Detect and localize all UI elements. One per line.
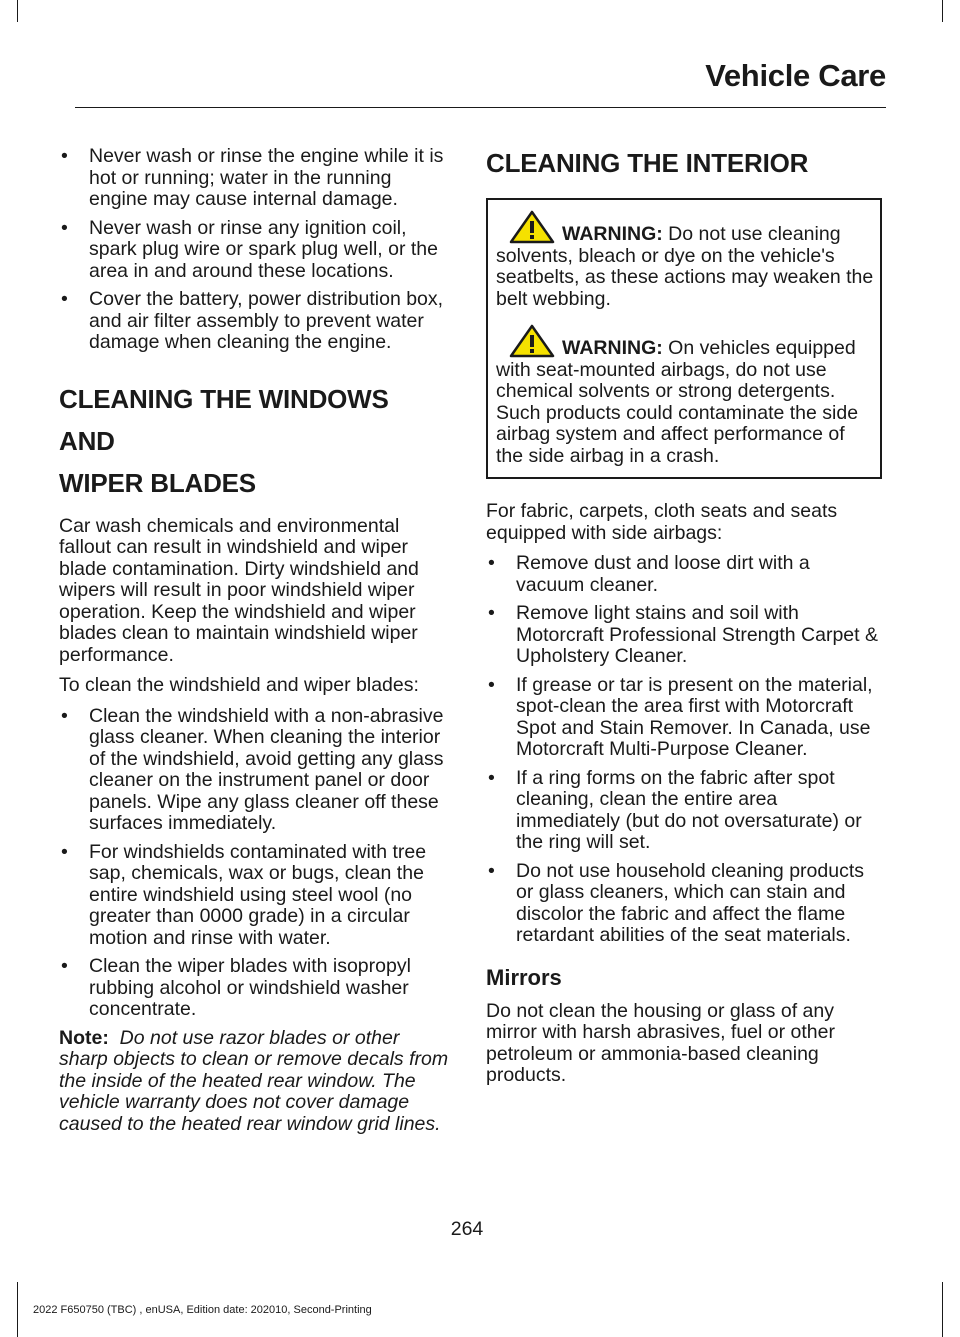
list-item: • Clean the wiper blades with isopropyl rubbing alcohol or windshield washer concentrate. [61, 955, 411, 1020]
list-item: • Clean the windshield with a non-abrasive glass cleaner. When cleaning the interior of the windshield, avoid getting any glass cleaner on the instrument panel or door panels. Wipe any glass cleaner off these surfaces immediately. [61, 704, 444, 834]
footer-edition-info: 2022 F650750 (TBC) , enUSA, Edition date: 202010, Second-Printing [33, 1304, 372, 1316]
windows-instructions-intro: To clean the windshield and wiper blades: [59, 674, 419, 696]
mirrors-paragraph: Do not clean the housing or glass of any mirror with harsh abrasives, fuel or other petroleum or ammonia-based cleaning products. [486, 999, 835, 1086]
crop-mark-bottom-left-v [17, 1282, 18, 1337]
bullet-glyph: • [488, 673, 495, 696]
bullet-glyph: • [61, 288, 68, 310]
windows-cleaning-bullets [59, 706, 449, 1021]
warning-triangle-icon [508, 324, 556, 358]
note-label: Note: [59, 1026, 109, 1049]
interior-cleaning-bullets [486, 553, 880, 947]
warning-seatbelts [496, 210, 874, 310]
note [59, 1028, 449, 1136]
page-number: 264 [450, 1218, 484, 1240]
list-item: • Remove light stains and soil with Motorcraft Professional Strength Carpet & Upholstery Cleaner. [488, 602, 878, 667]
warning-box [486, 198, 882, 479]
list-item: • Never wash or rinse any ignition coil, spark plug wire or spark plug well, or the area in and around these locations. [61, 216, 438, 282]
windows-paragraph: Car wash chemicals and environmental fallout can result in windshield and wiper blade contamination. Dirty windshield and wipers will result in poor windshield wiper operation. Keep the windshield and wiper blades clean to maintain windshield wiper performance. [59, 514, 419, 666]
left-column [59, 146, 449, 1135]
header-divider [75, 107, 886, 108]
warning-airbags [496, 324, 874, 467]
bullet-glyph: • [488, 766, 495, 789]
bullet-glyph: • [61, 145, 68, 167]
warning-text: Do not use cleaning solvents, bleach or dye on the vehicle's seatbelts, as these actions may weaken the belt webbing. [496, 223, 874, 310]
warning-text: On vehicles equipped with seat-mounted airbags, do not use chemical solvents or strong detergents. Such products could contaminate the side airbag system and affect performance of the side airbag in a crash. [496, 337, 859, 467]
bullet-glyph: • [488, 602, 495, 624]
bullet-glyph: • [61, 216, 68, 239]
mirrors-heading: Mirrors [486, 964, 562, 990]
right-column [486, 146, 880, 1096]
interior-intro: For fabric, carpets, cloth seats and seats equipped with side airbags: [486, 500, 838, 544]
list-item: • Never wash or rinse the engine while it is hot or running; water in the running engine may cause internal damage. [61, 145, 444, 210]
note-text: Do not use razor blades or other sharp objects to clean or remove decals from the inside of the heated rear window. The vehicle warranty does not cover damage caused to the heated rear window grid lines. [59, 1026, 449, 1135]
bullet-glyph: • [61, 840, 68, 863]
bullet-glyph: • [488, 552, 495, 574]
bullet-glyph: • [61, 704, 68, 727]
crop-mark-bottom-right-v [942, 1282, 943, 1337]
cleaning-interior-heading: CLEANING THE INTERIOR [486, 148, 809, 178]
warning-label: WARNING: [562, 223, 663, 245]
crop-mark-top-left-v [17, 0, 18, 22]
engine-wash-bullets [59, 146, 449, 354]
list-item: • Do not use household cleaning products or glass cleaners, which can stain and discolor the fabric and affect the flame retardant abilities of the seat materials. [488, 859, 864, 946]
page-section-title: Vehicle Care [705, 58, 886, 93]
list-item: • If a ring forms on the fabric after spot cleaning, clean the entire area immediately (but do not oversaturate) or the ring will set. [488, 766, 862, 853]
warning-label: WARNING: [562, 337, 663, 359]
warning-triangle-icon [508, 210, 556, 244]
bullet-glyph: • [488, 859, 495, 882]
crop-mark-top-right-v [942, 0, 943, 22]
list-item: • If grease or tar is present on the material, spot-clean the area first with Motorcraft Spot and Stain Remover. In Canada, use Motorcraft Multi-Purpose Cleaner. [488, 673, 873, 760]
bullet-glyph: • [61, 955, 68, 977]
list-item: • Remove dust and loose dirt with a vacuum cleaner. [488, 552, 810, 596]
windows-wipers-heading: CLEANING THE WINDOWS AND WIPER BLADES [59, 383, 389, 498]
list-item: • Cover the battery, power distribution box, and air filter assembly to prevent water damage when cleaning the engine. [61, 288, 444, 353]
list-item: • For windshields contaminated with tree sap, chemicals, wax or bugs, clean the entire windshield using steel wool (no greater than 0000 grade) in a circular motion and rinse with water. [61, 840, 427, 949]
